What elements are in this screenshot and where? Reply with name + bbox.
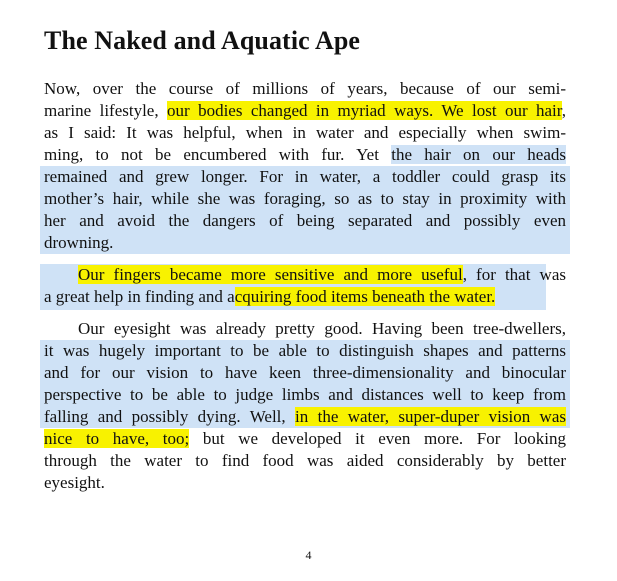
- text-line: [44, 166, 566, 188]
- text-line: [44, 188, 566, 210]
- text-line: [78, 318, 566, 340]
- text-segment: mother’s hair, while she was foraging, so as to stay in proximity with: [44, 189, 566, 208]
- text-segment: eyesight.: [44, 473, 105, 492]
- text-segment: , for that was: [462, 265, 566, 284]
- text-segment: and for our vision to have keen three-dimensionality and binocular: [44, 363, 566, 382]
- text-segment: a great help in finding and a: [44, 287, 235, 306]
- page-number: 4: [305, 548, 312, 562]
- document-title: The Naked and Aquatic Ape: [44, 26, 361, 55]
- text-line: [44, 472, 105, 494]
- text-line: [44, 210, 566, 232]
- text-segment: Now, over the course of millions of years, because of our semi-: [44, 79, 566, 98]
- text-line: [44, 340, 566, 362]
- highlight-yellow: our bodies changed in myriad ways. We lost our hair: [167, 101, 562, 120]
- text-segment: but we developed it even more. For looking: [189, 429, 566, 448]
- highlight-blue: the hair on our heads: [391, 145, 566, 164]
- text-line: [78, 264, 566, 286]
- text-segment: her and avoid the dangers of being separated and possibly even: [44, 211, 566, 230]
- highlight-yellow: cquiring food items beneath the water.: [234, 287, 496, 306]
- text-segment: it was hugely important to be able to distinguish shapes and patterns: [44, 341, 566, 360]
- text-line: [44, 122, 566, 144]
- text-line: [44, 100, 566, 122]
- text-line: [44, 450, 566, 472]
- text-line: [44, 232, 153, 254]
- text-segment: ming, to not be encumbered with fur. Yet: [44, 145, 392, 164]
- text-line: [44, 144, 566, 166]
- highlight-yellow: in the water, super-duper vision was: [295, 407, 566, 426]
- highlight-blue: drowning.: [44, 233, 153, 252]
- text-segment: marine lifestyle,: [44, 101, 168, 120]
- text-segment: Our eyesight was already pretty good. Having been tree-dwellers,: [78, 319, 566, 338]
- text-segment: as I said: It was helpful, when in water and especially when swim-: [44, 123, 566, 142]
- text-line: [44, 78, 566, 100]
- text-segment: remained and grew longer. For in water, a toddler could grasp its: [44, 167, 566, 186]
- text-line: [44, 406, 566, 428]
- text-line: [44, 428, 566, 450]
- text-line: [44, 362, 566, 384]
- text-line: [44, 384, 566, 406]
- highlight-yellow: Our fingers became more sensitive and more useful: [78, 265, 463, 284]
- text-segment: falling and possibly dying.: [44, 407, 241, 426]
- text-segment: perspective to be able to judge limbs and distances well to keep from: [44, 385, 566, 404]
- text-segment: ,: [561, 101, 566, 120]
- text-segment: through the water to find food was aided considerably by better: [44, 451, 566, 470]
- text-line: [44, 286, 495, 308]
- highlight-yellow: nice to have, too;: [44, 429, 190, 448]
- text-segment: Well,: [240, 407, 296, 426]
